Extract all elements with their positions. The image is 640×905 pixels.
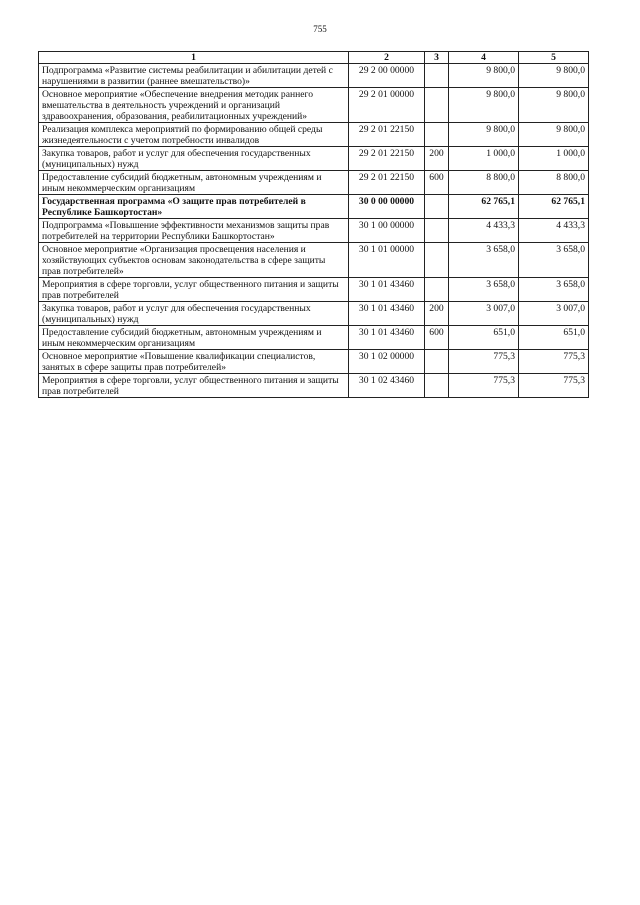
row-amount-1: 62 765,1 xyxy=(449,195,519,219)
table-row xyxy=(39,147,589,171)
row-amount-1: 3 007,0 xyxy=(449,302,519,326)
row-amount-2: 775,3 xyxy=(519,350,589,374)
row-amount-2: 3 658,0 xyxy=(519,278,589,302)
row-code: 29 2 01 22150 xyxy=(349,123,425,147)
header-col-4: 4 xyxy=(449,52,519,64)
row-amount-2: 651,0 xyxy=(519,326,589,350)
row-name: Подпрограмма «Повышение эффективности механизмов защиты прав потребителей на территории Республики Башкортостан» xyxy=(39,219,349,243)
table-row xyxy=(39,88,589,123)
row-code: 29 2 00 00000 xyxy=(349,64,425,88)
row-amount-1: 3 658,0 xyxy=(449,243,519,278)
row-code: 30 1 01 43460 xyxy=(349,326,425,350)
row-amount-1: 775,3 xyxy=(449,350,519,374)
row-name: Основное мероприятие «Организация просвещения населения и хозяйствующих субъектов основам законодательства в сфере защиты прав потребителей» xyxy=(39,243,349,278)
row-expense-type: 600 xyxy=(425,326,449,350)
row-amount-2: 4 433,3 xyxy=(519,219,589,243)
row-name: Предоставление субсидий бюджетным, автономным учреждениям и иным некоммерческим организациям xyxy=(39,326,349,350)
row-amount-2: 62 765,1 xyxy=(519,195,589,219)
row-amount-2: 8 800,0 xyxy=(519,171,589,195)
row-code: 29 2 01 22150 xyxy=(349,171,425,195)
table-row xyxy=(39,278,589,302)
table-row xyxy=(39,350,589,374)
table-row xyxy=(39,219,589,243)
row-amount-2: 1 000,0 xyxy=(519,147,589,171)
row-amount-1: 9 800,0 xyxy=(449,88,519,123)
table-row xyxy=(39,302,589,326)
row-expense-type xyxy=(425,278,449,302)
page-number: 755 xyxy=(313,24,327,34)
row-amount-1: 8 800,0 xyxy=(449,171,519,195)
row-expense-type: 200 xyxy=(425,147,449,171)
row-amount-2: 9 800,0 xyxy=(519,64,589,88)
table-header-row xyxy=(39,52,589,64)
row-expense-type: 200 xyxy=(425,302,449,326)
row-name: Мероприятия в сфере торговли, услуг общественного питания и защиты прав потребителей xyxy=(39,278,349,302)
row-amount-1: 651,0 xyxy=(449,326,519,350)
row-expense-type xyxy=(425,64,449,88)
row-code: 30 1 02 43460 xyxy=(349,374,425,398)
row-amount-1: 9 800,0 xyxy=(449,123,519,147)
row-code: 29 2 01 00000 xyxy=(349,88,425,123)
row-name: Предоставление субсидий бюджетным, автономным учреждениям и иным некоммерческим организациям xyxy=(39,171,349,195)
row-code: 30 1 02 00000 xyxy=(349,350,425,374)
header-col-2: 2 xyxy=(349,52,425,64)
table-row xyxy=(39,123,589,147)
row-name: Мероприятия в сфере торговли, услуг общественного питания и защиты прав потребителей xyxy=(39,374,349,398)
row-amount-1: 775,3 xyxy=(449,374,519,398)
row-amount-2: 775,3 xyxy=(519,374,589,398)
row-code: 30 1 01 43460 xyxy=(349,302,425,326)
table-row xyxy=(39,374,589,398)
budget-table xyxy=(38,51,589,398)
row-amount-1: 1 000,0 xyxy=(449,147,519,171)
row-expense-type xyxy=(425,219,449,243)
row-expense-type xyxy=(425,374,449,398)
row-expense-type: 600 xyxy=(425,171,449,195)
row-expense-type xyxy=(425,243,449,278)
table-row xyxy=(39,243,589,278)
row-expense-type xyxy=(425,195,449,219)
row-name: Основное мероприятие «Повышение квалификации специалистов, занятых в сфере защиты прав потребителей» xyxy=(39,350,349,374)
row-name: Подпрограмма «Развитие системы реабилитации и абилитации детей с нарушениями в развитии (раннее вмешательство)» xyxy=(39,64,349,88)
row-amount-2: 9 800,0 xyxy=(519,88,589,123)
row-amount-2: 3 658,0 xyxy=(519,243,589,278)
table-row xyxy=(39,171,589,195)
row-amount-1: 9 800,0 xyxy=(449,64,519,88)
header-col-3: 3 xyxy=(425,52,449,64)
header-col-5: 5 xyxy=(519,52,589,64)
row-expense-type xyxy=(425,350,449,374)
row-code: 29 2 01 22150 xyxy=(349,147,425,171)
row-name: Закупка товаров, работ и услуг для обеспечения государственных (муниципальных) нужд xyxy=(39,147,349,171)
table-row xyxy=(39,64,589,88)
row-name: Закупка товаров, работ и услуг для обеспечения государственных (муниципальных) нужд xyxy=(39,302,349,326)
row-expense-type xyxy=(425,123,449,147)
row-code: 30 1 00 00000 xyxy=(349,219,425,243)
row-amount-2: 9 800,0 xyxy=(519,123,589,147)
table-row xyxy=(39,326,589,350)
row-name: Основное мероприятие «Обеспечение внедрения методик раннего вмешательства в деятельность учреждений и организаций здравоохранения, образования, реабилитационных учреждений» xyxy=(39,88,349,123)
table-row xyxy=(39,195,589,219)
row-amount-1: 4 433,3 xyxy=(449,219,519,243)
row-amount-1: 3 658,0 xyxy=(449,278,519,302)
table-body xyxy=(39,64,589,398)
header-col-1: 1 xyxy=(39,52,349,64)
row-amount-2: 3 007,0 xyxy=(519,302,589,326)
row-code: 30 0 00 00000 xyxy=(349,195,425,219)
row-code: 30 1 01 43460 xyxy=(349,278,425,302)
row-name: Государственная программа «О защите прав потребителей в Республике Башкортостан» xyxy=(39,195,349,219)
row-name: Реализация комплекса мероприятий по формированию общей среды жизнедеятельности с учетом потребности инвалидов xyxy=(39,123,349,147)
row-code: 30 1 01 00000 xyxy=(349,243,425,278)
row-expense-type xyxy=(425,88,449,123)
